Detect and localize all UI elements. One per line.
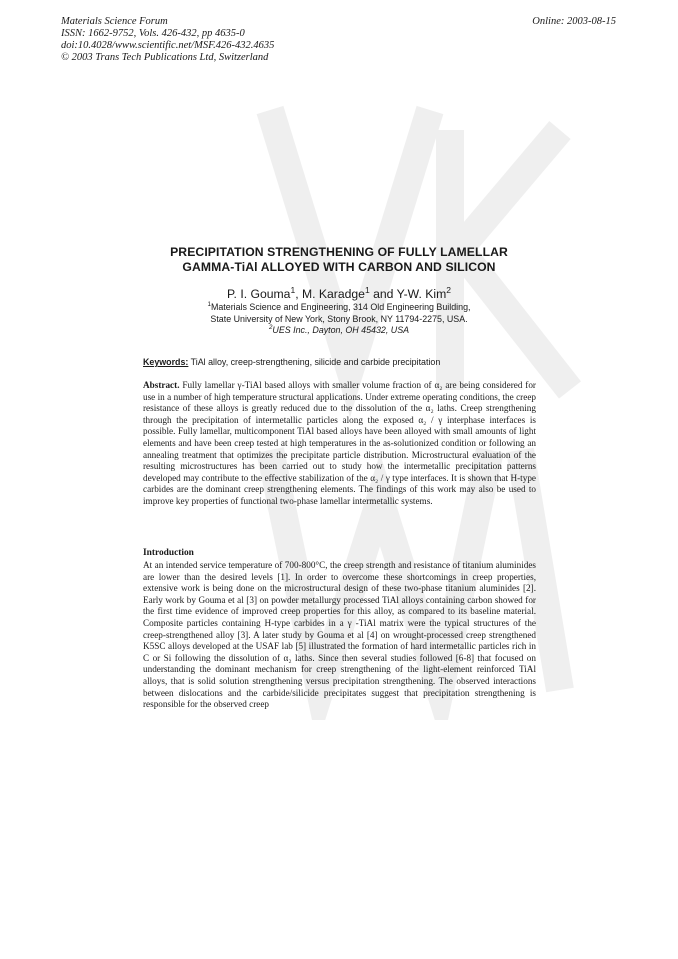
author-3-affil-mark: 2 <box>446 284 452 295</box>
author-1: P. I. Gouma <box>226 287 291 301</box>
issn-line: ISSN: 1662-9752, Vols. 426-432, pp 4635-0 <box>61 28 245 39</box>
paper-title <box>0 245 678 275</box>
affiliation-1-mark: 1 <box>207 301 211 309</box>
copyright-line: © 2003 Trans Tech Publications Ltd, Switzerland <box>61 52 269 63</box>
journal-header <box>61 16 274 64</box>
author-list <box>0 284 678 302</box>
affiliation-1-line-2: State University of New York, Stony Brook, NY 11794-2275, USA. <box>210 313 468 324</box>
affiliation-2-text: UES Inc., Dayton, OH 45432, USA <box>272 325 410 335</box>
journal-name: Materials Science Forum <box>61 16 168 27</box>
title-line-2: GAMMA-TiAl ALLOYED WITH CARBON AND SILICON <box>182 260 496 274</box>
keywords-label: Keywords: <box>143 357 189 367</box>
abstract-label: Abstract. <box>143 380 180 390</box>
author-2-affil-mark: 1 <box>364 284 370 295</box>
author-1-affil-mark: 1 <box>290 284 296 295</box>
abstract <box>143 380 536 508</box>
introduction <box>143 560 536 711</box>
keywords <box>143 357 440 367</box>
affiliation-1-text: Materials Science and Engineering, 314 Old Engineering Building, <box>210 302 471 312</box>
online-date: Online: 2003-08-15 <box>532 16 616 27</box>
affiliation-2-mark: 2 <box>268 324 273 332</box>
affiliation-1-line-1 <box>0 302 678 314</box>
affiliation-2 <box>0 325 678 337</box>
keywords-text: TiAl alloy, creep-strengthening, silicide and carbide precipitation <box>188 357 441 367</box>
introduction-heading: Introduction <box>143 548 194 558</box>
abstract-text: Fully lamellar γ-TiAl based alloys with smaller volume fraction of α₂ are being considered for use in a number of high temperature structural applications. Under extreme operating conditions, the creep resistance of these alloys is greatly reduced due to the dissolution of the α₂ laths. Creep strengthening through the precipitation of intermetallic particles along the exposed α₂ / γ interphase interfaces is possible. Fully lamellar, multicomponent TiAl based alloys have been alloyed with small amounts of light elements and have been creep tested at high temperatures in the as-solutionized condition or following an annealing treatment that optimizes the precipitate particle distribution. Microstructural evaluation of the resulting microstructures has been carried out to study how the intermetallic precipitation patterns developed may contribute to the effective stabilization of the α₂ / γ type interfaces. It is shown that H-type carbides are the dominant creep strengthening elements. The findings of this work may also be used to improve key properties of functional two-phase lamellar intermetallic systems. <box>143 380 536 506</box>
doi-line[interactable]: doi:10.4028/www.scientific.net/MSF.426-432.4635 <box>61 40 275 51</box>
author-2: , M. Karadge <box>295 287 365 301</box>
affiliations <box>0 302 678 337</box>
introduction-text: At an intended service temperature of 700-800°C, the creep strength and resistance of titanium aluminides are lower than the desired levels [1]. In order to overcome these shortcomings in creep properties, extensive work is being done on the microstructural design of these two-phase titanium aluminides [2]. Early work by Gouma et al [3] on powder metallurgy processed TiAl alloys containing carbon showed for the first time evidence of improved creep properties for this alloy, as compared to its baseline material. Composite particles containing H-type carbides in a γ -TiAl matrix were the typical structures of the creep-strengthened alloy [3]. A later study by Gouma et al [4] on wrought-processed creep strengthened K5SC alloys developed at the USAF lab [5] illustrated the formation of hard intermetallic particles rich in C or Si following the dissolution of α₂ laths. Since then several studies followed [6-8] that focused on understanding the dominant mechanism for creep strengthening of the light-element reinforced TiAl alloys, that is solid solution strengthening versus precipitation strengthening. The observed interactions between dislocations and the carbide/silicide precipitates suggest that precipitation strengthening is responsible for the observed creep <box>143 560 536 710</box>
author-3: and Y-W. Kim <box>369 287 447 301</box>
title-line-1: PRECIPITATION STRENGTHENING OF FULLY LAMELLAR <box>170 245 508 259</box>
